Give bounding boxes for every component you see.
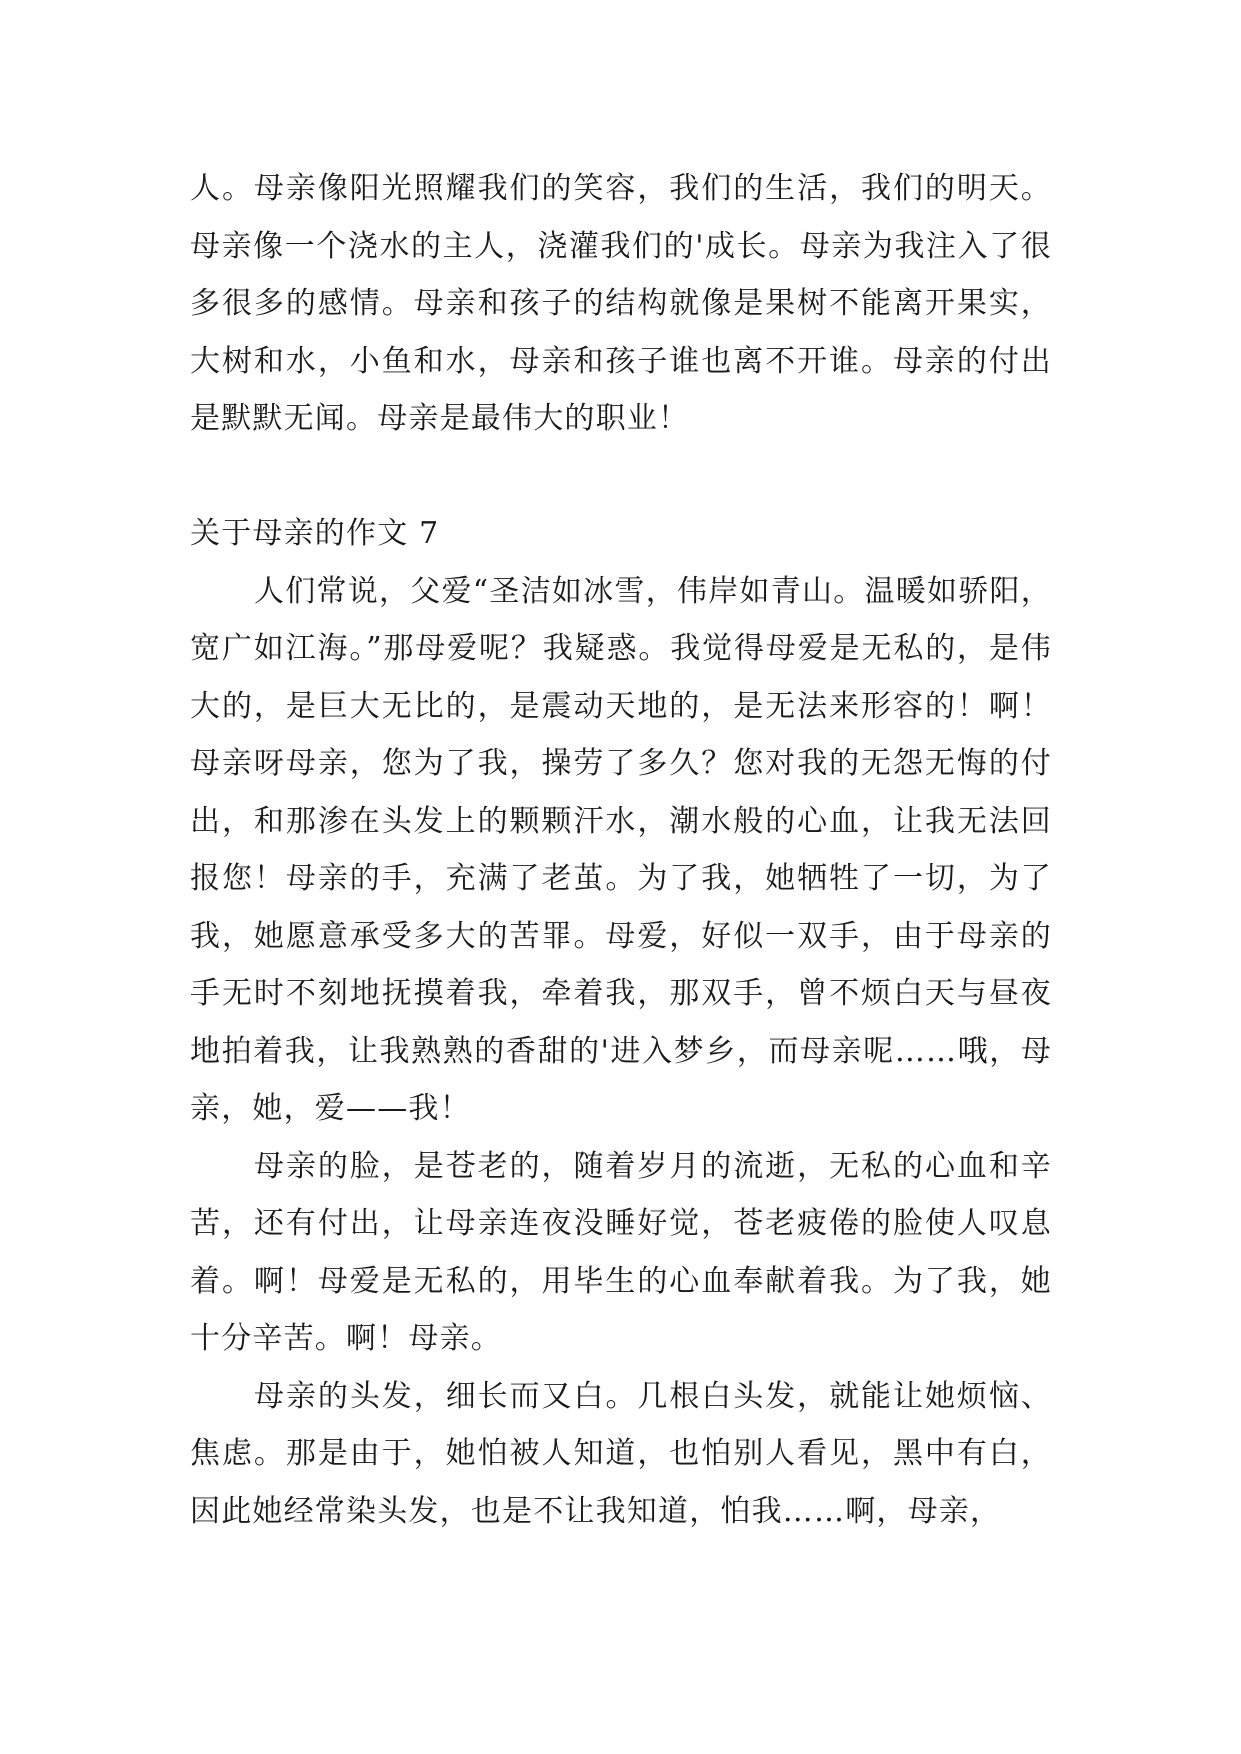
document-body bbox=[190, 160, 1052, 1540]
section-title: 关于母亲的作文 7 bbox=[190, 516, 440, 551]
continued-paragraph: 人。母亲像阳光照耀我们的笑容，我们的生活，我们的明天。母亲像一个浇水的主人，浇灌我们的'成长。母亲为我注入了很多很多的感情。母亲和孩子的结构就像是果树不能离开果实，大树和水，小鱼和水，母亲和孩子谁也离不开谁。母亲的付出是默默无闻。母亲是最伟大的职业！ bbox=[190, 171, 1052, 436]
paragraph: 母亲的头发，细长而又白。几根白头发，就能让她烦恼、焦虑。那是由于，她怕被人知道，也怕别人看见，黑中有白，因此她经常染头发，也是不让我知道，怕我……啊，母亲， bbox=[190, 1378, 1052, 1529]
paragraph: 人们常说，父爱“圣洁如冰雪，伟岸如青山。温暖如骄阳，宽广如江海。”那母爱呢？我疑惑。我觉得母爱是无私的，是伟大的，是巨大无比的，是震动天地的，是无法来形容的！啊！母亲呀母亲，您为了我，操劳了多久？您对我的无怨无悔的付出，和那渗在头发上的颗颗汗水，潮水般的心血，让我无法回报您！母亲的手，充满了老茧。为了我，她牺牲了一切，为了我，她愿意承受多大的苦罪。母爱，好似一双手，由于母亲的手无时不刻地抚摸着我，牵着我，那双手，曾不烦白天与昼夜地拍着我，让我熟熟的香甜的'进入梦乡，而母亲呢……哦，母亲，她，爱——我！ bbox=[190, 573, 1052, 1126]
paragraph: 母亲的脸，是苍老的，随着岁月的流逝，无私的心血和辛苦，还有付出，让母亲连夜没睡好觉，苍老疲倦的脸使人叹息着。啊！母爱是无私的，用毕生的心血奉献着我。为了我，她十分辛苦。啊！母亲。 bbox=[190, 1148, 1052, 1356]
